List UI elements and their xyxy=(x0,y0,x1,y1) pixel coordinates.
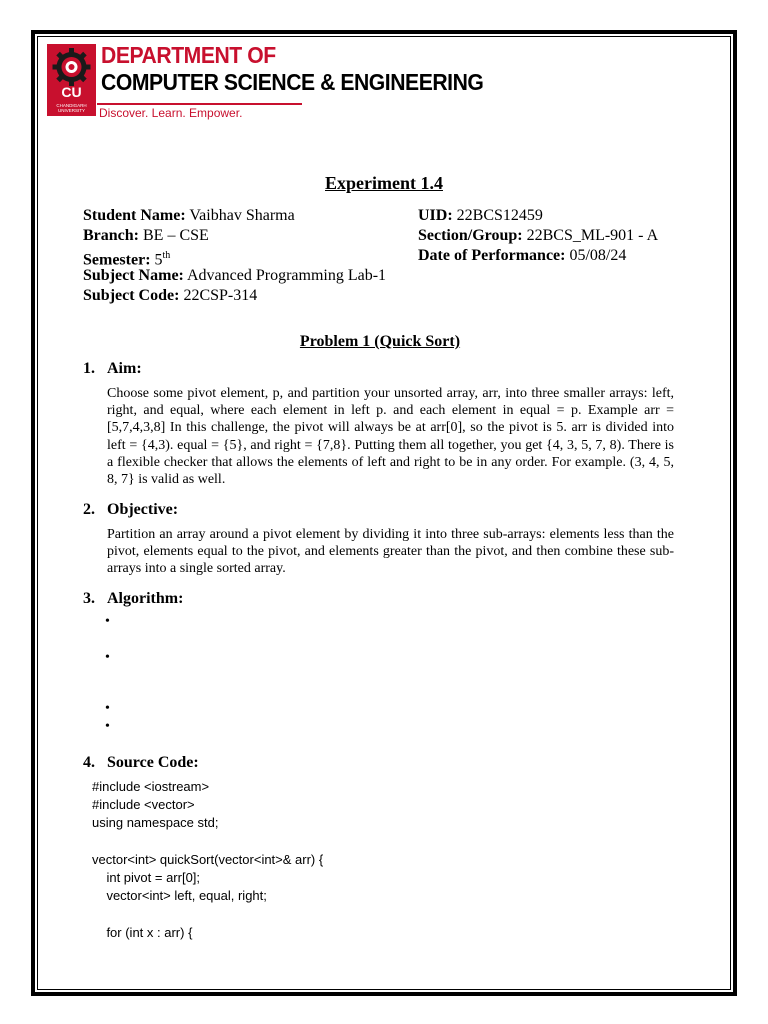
section-row xyxy=(418,226,658,246)
source-code-block: #include <iostream> #include <vector> using namespace std; vector<int> quickSort(vector<int>& arr) { int pivot = arr[0]; vector<int> left, equal, right; for (int x : arr) { xyxy=(92,779,324,940)
university-logo xyxy=(47,44,96,116)
algorithm-bullet: • xyxy=(105,719,110,734)
uid-label: UID: xyxy=(418,207,453,224)
subject-name-label: Subject Name: xyxy=(83,267,184,284)
objective-number: 2. xyxy=(83,501,95,518)
department-title-line1: DEPARTMENT OF xyxy=(101,42,276,68)
semester-label: Semester: xyxy=(83,251,151,269)
svg-text:UNIVERSITY: UNIVERSITY xyxy=(57,108,86,113)
student-name-label: Student Name: xyxy=(83,207,186,224)
aim-text: Choose some pivot element, p, and partition your unsorted array, arr, into three smaller arrays: left, right, and equal, where each element in left p. and each element in equal = p. Example arr = [5,7,4,3,8] In this challenge, the pivot will always be at arr[0], so the pivot is 5. arr is divided into left = {4,3). equal = {5}, and right = {7,8}. Putting them all together, you get {4, 3, 5, 7, 8). There is a flexible checker that allows the elements of left and right to be in any order. For example. (3, 4, 5, 8, 7} is valid as well. xyxy=(107,386,674,488)
subject-name-row xyxy=(83,266,386,286)
subject-code-row xyxy=(83,286,257,306)
section-label: Section/Group: xyxy=(418,227,523,244)
branch-row xyxy=(83,226,209,246)
algorithm-heading-text: Algorithm: xyxy=(107,590,184,607)
algorithm-bullet: • xyxy=(105,650,110,665)
subject-code-value: 22CSP-314 xyxy=(183,287,258,304)
algorithm-heading xyxy=(83,590,183,608)
objective-heading-text: Objective: xyxy=(107,501,179,518)
logo-cu-text: CU xyxy=(61,84,82,100)
header-divider xyxy=(97,103,302,105)
date-value: 05/08/24 xyxy=(569,247,627,264)
objective-text: Partition an array around a pivot element by dividing it into three sub-arrays: elements less than the pivot, elements equal to the pivot, and elements greater than the pivot, and then combine these sub-arrays into a single sorted array. xyxy=(107,527,674,577)
aim-heading xyxy=(83,360,142,378)
experiment-title: Experiment 1.4 xyxy=(325,173,443,193)
aim-heading-text: Aim: xyxy=(107,360,142,377)
section-value: 22BCS_ML-901 - A xyxy=(526,227,659,244)
algorithm-number: 3. xyxy=(83,590,95,607)
semester-value: 5 xyxy=(154,251,163,269)
aim-number: 1. xyxy=(83,360,95,377)
subject-code-label: Subject Code: xyxy=(83,287,180,304)
semester-superscript: th xyxy=(162,250,171,261)
branch-label: Branch: xyxy=(83,227,139,244)
source-code-heading-text: Source Code: xyxy=(107,754,199,771)
uid-value: 22BCS12459 xyxy=(456,207,543,224)
algorithm-bullet: • xyxy=(105,614,110,629)
source-code-heading xyxy=(83,754,199,772)
algorithm-bullet: • xyxy=(105,701,110,716)
tagline: Discover. Learn. Empower. xyxy=(99,106,243,120)
branch-value: BE – CSE xyxy=(143,227,209,244)
date-row xyxy=(418,246,626,266)
subject-name-value: Advanced Programming Lab-1 xyxy=(187,267,387,284)
department-title-line2: COMPUTER SCIENCE & ENGINEERING xyxy=(101,69,484,95)
objective-heading xyxy=(83,501,178,519)
date-label: Date of Performance: xyxy=(418,247,566,264)
student-name-row xyxy=(83,206,295,226)
svg-text:CHANDIGARH: CHANDIGARH xyxy=(56,103,87,108)
uid-row xyxy=(418,206,543,226)
source-code-number: 4. xyxy=(83,754,95,771)
student-name-value: Vaibhav Sharma xyxy=(189,207,295,224)
problem-title: Problem 1 (Quick Sort) xyxy=(299,333,461,350)
